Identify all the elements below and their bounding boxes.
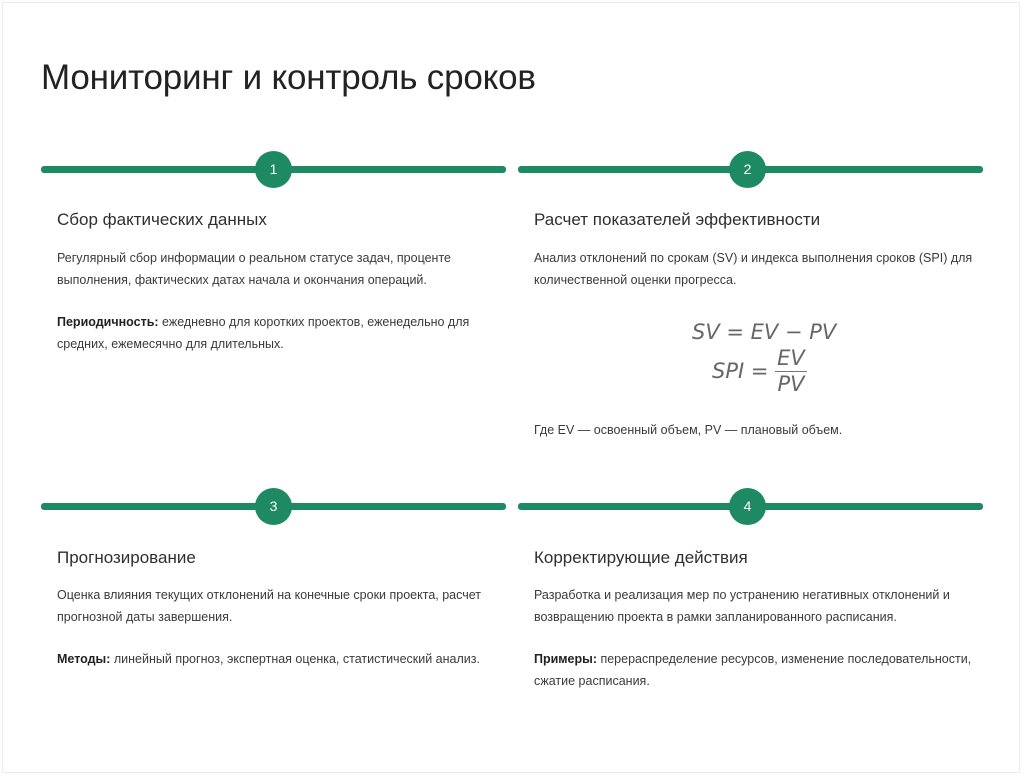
step-4-note-label: Примеры: — [534, 652, 597, 666]
step-2-footnote: Где EV — освоенный объем, PV — плановый объем. — [534, 423, 843, 437]
sv-formula-left: SV = — [692, 320, 744, 344]
step-1-note — [57, 311, 502, 355]
sv-formula — [692, 320, 836, 344]
step-3-note — [57, 648, 502, 670]
page-title: Мониторинг и контроль сроков — [41, 58, 536, 97]
step-1-heading: Сбор фактических данных — [57, 210, 267, 229]
sv-formula-right: EV − PV — [750, 320, 837, 344]
step-2-number-badge: 2 — [729, 151, 766, 188]
step-3-number-badge: 3 — [255, 488, 292, 525]
step-3-description: Оценка влияния текущих отклонений на конечные сроки проекта, расчет прогнозной даты завершения. — [57, 588, 482, 624]
step-2-description: Анализ отклонений по срокам (SV) и индекса выполнения сроков (SPI) для количественной оценки прогресса. — [534, 251, 973, 287]
step-1-number-badge: 1 — [255, 151, 292, 188]
step-1-note-label: Периодичность: — [57, 315, 159, 329]
step-1-note-text: ежедневно для коротких проектов, еженедельно для средних, ежемесячно для длительных. — [57, 315, 470, 351]
step-4-number-badge: 4 — [729, 488, 766, 525]
spi-numerator: EV — [777, 346, 805, 370]
step-4-note-text: перераспределение ресурсов, изменение последовательности, сжатие расписания. — [534, 652, 972, 688]
step-2-heading: Расчет показателей эффективности — [534, 210, 821, 229]
step-4-description: Разработка и реализация мер по устранению негативных отклонений и возвращению проекта в рамки запланированного расписания. — [534, 588, 950, 624]
step-4-note — [534, 648, 979, 692]
spi-fraction — [775, 346, 807, 396]
step-3-heading: Прогнозирование — [57, 548, 196, 567]
spi-formula-left: SPI = — [712, 359, 769, 383]
step-1-description: Регулярный сбор информации о реальном статусе задач, проценте выполнения, фактических датах начала и окончания операций. — [57, 251, 452, 287]
step-4-heading: Корректирующие действия — [534, 548, 748, 567]
step-3-note-text: линейный прогноз, экспертная оценка, статистический анализ. — [110, 652, 480, 666]
spi-denominator: PV — [777, 372, 805, 396]
spi-formula — [712, 346, 807, 396]
step-3-note-label: Методы: — [57, 652, 111, 666]
